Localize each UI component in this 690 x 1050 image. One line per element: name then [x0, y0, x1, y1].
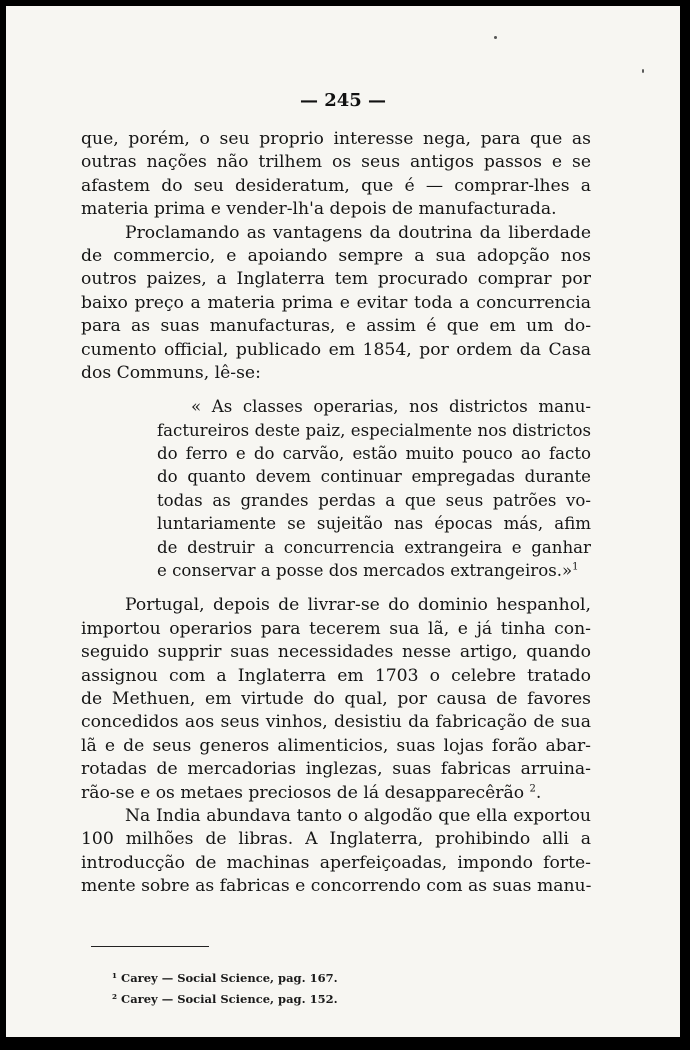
text-line: lã e de seus generos alimenticios, suas lojas forão abar-: [81, 735, 591, 756]
page-number: — 245 —: [299, 90, 387, 111]
quote-line: luntariamente se sujeitão nas épocas más, afim: [157, 514, 591, 534]
quote-last-text: e conservar a posse dos mercados extrangeiros.»: [157, 561, 573, 581]
para-last-text: rão-se e os metaes preciosos de lá desapparecêrão: [81, 782, 525, 803]
text-line: rão-se e os metaes preciosos de lá desapparecêrão $^2$.: [81, 782, 542, 803]
text-line: assignou com a Inglaterra em 1703 o celebre tratado: [81, 665, 591, 686]
text-line: importou operarios para tecerem sua lã, e já tinha con-: [81, 618, 591, 639]
footnote-marker: 1: [572, 561, 579, 573]
footnotes: [112, 968, 338, 1010]
ink-speck: [642, 69, 644, 73]
body-text: [81, 128, 591, 899]
block-quote: [81, 395, 591, 582]
text-line: cumento official, publicado em 1854, por ordem da Casa: [81, 339, 591, 360]
text-line: de commercio, e apoiando sempre a sua adopção nos: [81, 245, 591, 266]
text-line: concedidos aos seus vinhos, desistiu da fabricação de sua: [81, 712, 591, 733]
ink-speck: [494, 36, 497, 39]
text-line: rotadas de mercadorias inglezas, suas fabricas arruina-: [81, 759, 591, 780]
text-line: seguido supprir suas necessidades nesse artigo, quando: [81, 642, 591, 663]
text-line: para as suas manufacturas, e assim é que em um do-: [81, 316, 591, 337]
quote-line: de destruir a concurrencia extrangeira e ganhar: [157, 537, 591, 557]
quote-line: do quanto devem continuar empregadas durante: [157, 467, 591, 487]
text-line: outras nações não trilhem os seus antigos passos e se: [81, 152, 591, 173]
text-line: 100 milhões de libras. A Inglaterra, prohibindo alli a: [81, 829, 591, 850]
text-line: afastem do seu desideratum, que é — comprar-lhes a: [81, 175, 591, 196]
text-line: Na India abundava tanto o algodão que ella exportou: [125, 805, 591, 826]
text-line: Portugal, depois de livrar-se do dominio hespanhol,: [125, 595, 591, 616]
quote-line: [157, 559, 591, 582]
book-page: [6, 6, 680, 1037]
text-line: de Methuen, em virtude do qual, por causa de favores: [81, 688, 591, 709]
footnote-marker: 2: [529, 782, 536, 794]
text-line: baixo preço a materia prima e evitar toda a concurrencia: [81, 292, 591, 313]
quote-line: do ferro e do carvão, estão muito pouco ao facto: [157, 444, 591, 464]
text-line: mente sobre as fabricas e concorrendo com as suas manu-: [81, 876, 592, 897]
quote-line: « As classes operarias, nos districtos manu-: [191, 397, 591, 417]
footnote: ¹ Carey — Social Science, pag. 167.: [112, 971, 338, 985]
quote-line: facturеiros deste paiz, especialmente nos districtos: [157, 420, 591, 440]
quote-line: todas as grandes perdas a que seus patrões vo-: [157, 490, 591, 510]
text-line: introducção de machinas aperfeiçoadas, impondo forte-: [81, 852, 591, 873]
text-line: Proclamando as vantagens da doutrina da liberdade: [125, 222, 591, 243]
text-line: dos Communs, lê-se:: [81, 362, 261, 383]
text-line: materia prima e vender-lh'a depois de manufacturada.: [81, 199, 557, 220]
footnote-divider: [91, 946, 209, 947]
text-line: outros paizes, a Inglaterra tem procurado comprar por: [81, 269, 591, 290]
footnote: ² Carey — Social Science, pag. 152.: [112, 992, 338, 1006]
text-line: que, porém, o seu proprio interesse nega, para que as: [81, 129, 591, 149]
